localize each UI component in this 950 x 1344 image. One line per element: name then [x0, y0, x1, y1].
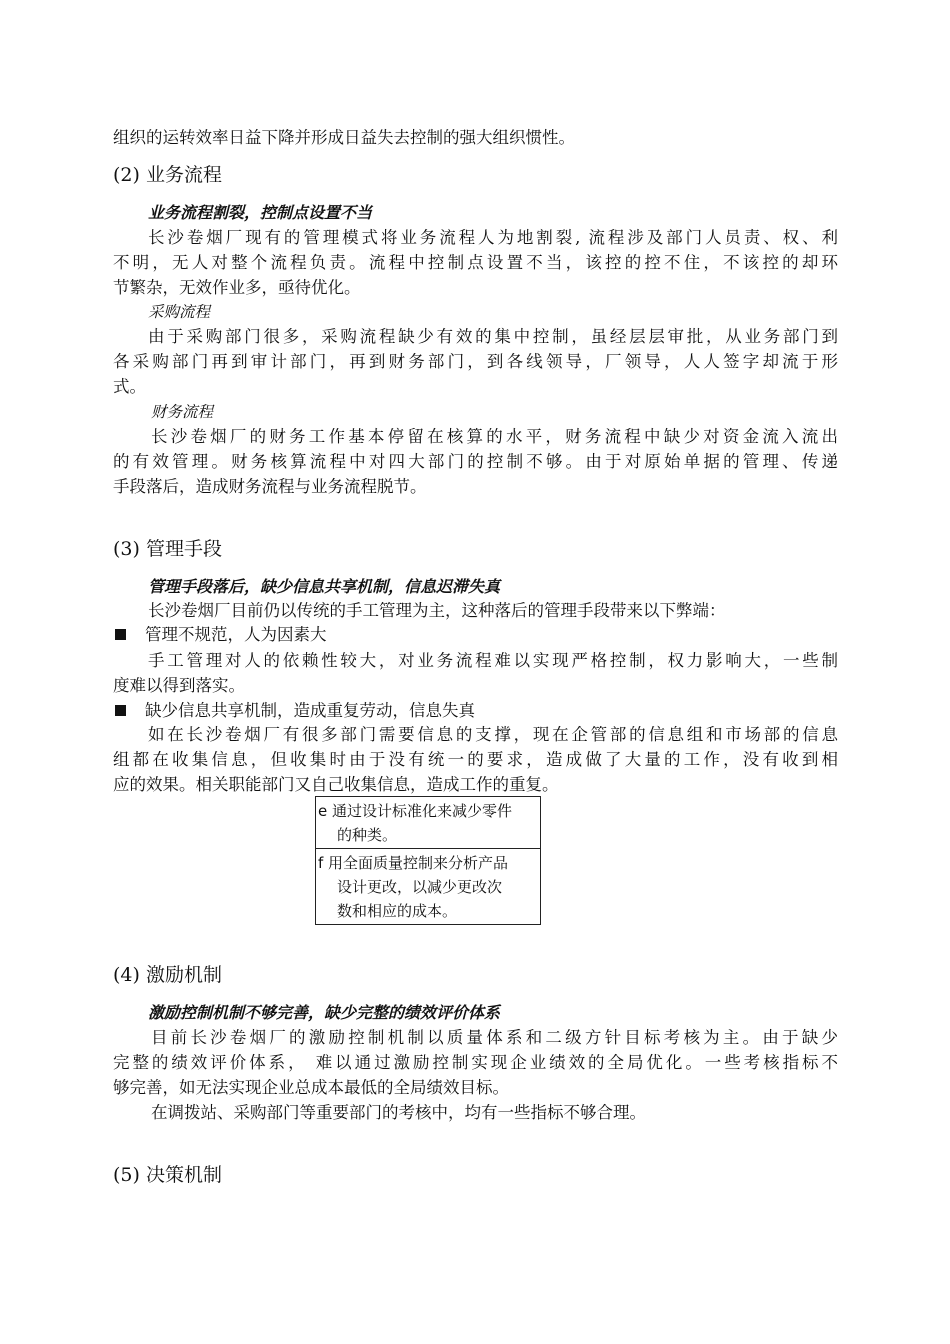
paragraph-line: 够完善，如无法实现企业总成本最低的全局绩效目标。	[113, 1078, 509, 1097]
paragraph-line: 各采购部门再到审计部门，再到财务部门，到各线领导，厂领导，人人签字却流于形	[113, 352, 838, 371]
box-cell-e: e 通过设计标准化来减少零件 的种类。	[318, 802, 512, 844]
paragraph-line: 目前长沙卷烟厂的激励控制机制以质量体系和二级方针目标考核为主。由于缺少	[151, 1028, 838, 1047]
paragraph-line: 节繁杂，无效作业多，亟待优化。	[113, 278, 361, 297]
subheading: 采购流程	[148, 303, 211, 321]
subheading: 财务流程	[151, 403, 214, 421]
subheading: 管理手段落后，缺少信息共享机制，信息迟滞失真	[148, 577, 501, 596]
bullet-item: 管理不规范，人为因素大	[113, 623, 327, 647]
section-heading-4: (4) 激励机制	[113, 964, 222, 986]
box-cell-f: f 用全面质量控制来分析产品 设计更改，以减少更改次 数和相应的成本。	[316, 848, 540, 924]
paragraph-line: 式。	[113, 377, 146, 396]
subheading: 激励控制机制不够完善，缺少完整的绩效评价体系	[148, 1003, 501, 1022]
paragraph-line: 应的效果。相关职能部门又自己收集信息，造成工作的重复。	[113, 775, 559, 794]
embedded-text-box	[315, 796, 541, 925]
paragraph-line: 的有效管理。财务核算流程中对四大部门的控制不够。由于对原始单据的管理、传递	[113, 452, 838, 471]
square-bullet-icon	[115, 705, 126, 716]
square-bullet-icon	[115, 629, 126, 640]
bullet-item: 缺少信息共享机制，造成重复劳动，信息失真	[113, 699, 475, 723]
section-heading-2: (2) 业务流程	[113, 164, 222, 186]
paragraph-line: 不明，无人对整个流程负责。流程中控制点设置不当，该控的控不住，不该控的却环	[113, 253, 838, 272]
paragraph-line: 手工管理对人的依赖性较大，对业务流程难以实现严格控制，权力影响大，一些制	[148, 651, 838, 670]
paragraph-line: 度难以得到落实。	[113, 676, 245, 695]
section-heading-5: (5) 决策机制	[113, 1164, 222, 1186]
section-heading-3: (3) 管理手段	[113, 538, 222, 560]
paragraph-line: 长沙卷烟厂现有的管理模式将业务流程人为地割裂, 流程涉及部门人员责、权、利	[148, 228, 838, 247]
paragraph-line: 如在长沙卷烟厂有很多部门需要信息的支撑，现在企管部的信息组和市场部的信息	[148, 725, 838, 744]
paragraph-line: 长沙卷烟厂目前仍以传统的手工管理为主，这种落后的管理手段带来以下弊端：	[148, 601, 726, 620]
paragraph-line: 组都在收集信息，但收集时由于没有统一的要求，造成做了大量的工作，没有收到相	[113, 750, 838, 769]
paragraph-line: 组织的运转效率日益下降并形成日益失去控制的强大组织惯性。	[113, 128, 575, 147]
paragraph-line: 由于采购部门很多，采购流程缺少有效的集中控制，虽经层层审批，从业务部门到	[148, 327, 838, 346]
subheading: 业务流程割裂，控制点设置不当	[148, 203, 373, 222]
paragraph-line: 长沙卷烟厂的财务工作基本停留在核算的水平，财务流程中缺少对资金流入流出	[151, 427, 838, 446]
paragraph-line: 手段落后，造成财务流程与业务流程脱节。	[113, 477, 427, 496]
paragraph-line: 完整的绩效评价体系， 难以通过激励控制实现企业绩效的全局优化。一些考核指标不	[113, 1053, 838, 1072]
paragraph-line: 在调拨站、采购部门等重要部门的考核中，均有一些指标不够合理。	[151, 1103, 646, 1122]
